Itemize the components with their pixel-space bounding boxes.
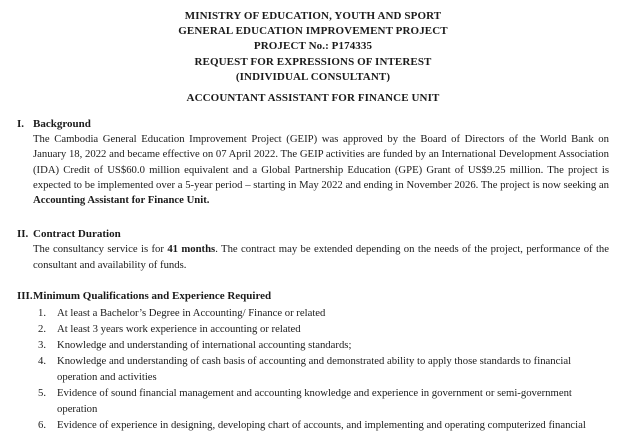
item-1-number: 1. (38, 307, 47, 320)
section-duration-number: II. (17, 228, 29, 241)
item-4-text: Knowledge and understanding of cash basis of accounting and demonstrated ability to apply those standards to financial operation and activities (57, 355, 572, 384)
item-6-text: Evidence of experience in designing, developing chart of accounts, and implementing and operating computerized financial (57, 419, 586, 432)
header-block-request (0, 55, 626, 85)
section-qualifications-title: Minimum Qualifications and Experience Required (33, 290, 272, 303)
qualification-list (38, 305, 609, 433)
ministry-title: MINISTRY OF EDUCATION, YOUTH AND SPORT (184, 10, 442, 22)
section-background-title: Background (33, 118, 91, 130)
item-4-number: 4. (38, 355, 47, 368)
duration-bold-text: 41 months (167, 243, 216, 256)
background-paragraph (33, 132, 609, 208)
qualification-item-5 (38, 385, 609, 417)
item-1-text: At least a Bachelor’s Degree in Accounting/ Finance or related (57, 307, 326, 320)
duration-paragraph (33, 242, 609, 273)
section-qualifications-number: III. (17, 290, 33, 303)
duration-text-2: . The contract may be extended depending on the needs of the project, performance of the consultant and availability of funds. (33, 243, 610, 271)
section-duration-heading (17, 227, 609, 242)
qualification-item-4 (38, 353, 609, 385)
item-3-number: 3. (38, 339, 47, 352)
item-2-text: At least 3 years work experience in accounting or related (57, 323, 301, 336)
section-duration-title: Contract Duration (33, 228, 121, 241)
qualification-item-6 (38, 417, 609, 433)
item-5-number: 5. (38, 387, 47, 400)
section-qualifications-heading (17, 289, 609, 304)
project-title: GENERAL EDUCATION IMPROVEMENT PROJECT (178, 25, 448, 37)
consultant-type: (INDIVIDUAL CONSULTANT) (235, 71, 391, 83)
qualification-item-2 (38, 321, 609, 337)
header-block-project (0, 9, 626, 54)
request-title: REQUEST FOR EXPRESSIONS OF INTEREST (194, 56, 432, 68)
item-2-number: 2. (38, 323, 47, 336)
section-qualifications (17, 289, 609, 433)
document-header (0, 0, 626, 106)
section-background-heading (17, 117, 609, 132)
item-6-number: 6. (38, 419, 47, 432)
background-text: The Cambodia General Education Improvement Project (GEIP) was approved by the Board of Directors of the World Bank on January 18, 2022 and became effective on 07 April 2022. The GEIP activities are funded by an International Development Association (IDA) Credit of US$60.0 million equivalent and a Global Partnership Education (GPE) Grant of US$9.25 million. The project is expected to be implemented over a 5-year period – starting in May 2022 and ending in November 2026. The project is now seeking an (33, 133, 609, 191)
qualification-item-1 (38, 305, 609, 321)
item-5-text: Evidence of sound financial management and accounting knowledge and experience in government or semi-government operation (57, 387, 572, 416)
duration-text-1: The consultancy service is for (33, 243, 168, 256)
item-3-text: Knowledge and understanding of international accounting standards; (57, 339, 352, 352)
position-title: ACCOUNTANT ASSISTANT FOR FINANCE UNIT (186, 92, 440, 104)
qualification-item-3 (38, 337, 609, 353)
section-contract-duration (17, 227, 609, 273)
project-number: PROJECT No.: P174335 (253, 40, 373, 52)
section-background-number: I. (17, 118, 25, 130)
background-bold-text: Accounting Assistant for Finance Unit. (33, 194, 210, 207)
section-background (17, 117, 609, 208)
